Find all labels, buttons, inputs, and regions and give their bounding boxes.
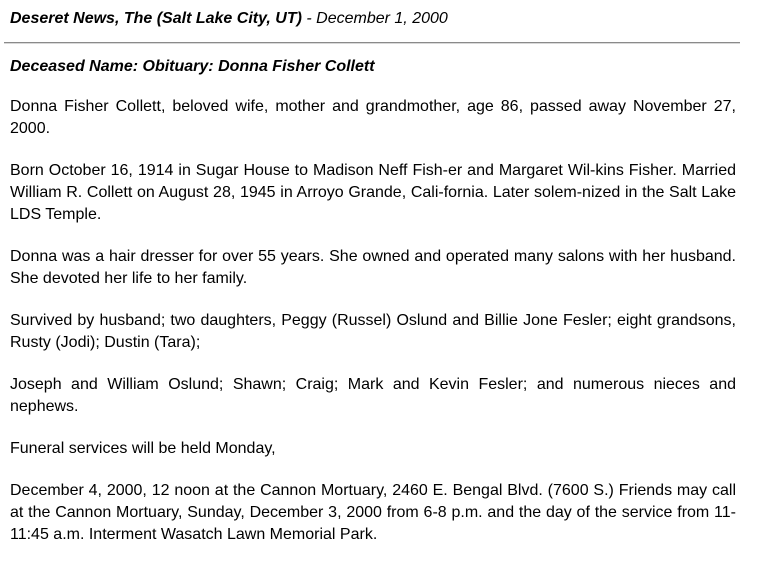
paragraph-funeral-details: December 4, 2000, 12 noon at the Cannon Mortuary, 2460 E. Bengal Blvd. (7600 S.) Friends may call at the Cannon Mortuary, Sunday, December 3, 2000 from 6-8 p.m. and the day of the service from 11-11:45 a.m. Interment Wasatch Lawn Memorial Park. (10, 482, 736, 543)
paragraph-funeral-intro: Funeral services will be held Monday, (10, 440, 276, 457)
paragraph-survivors: Survived by husband; two daughters, Peggy (Russel) Oslund and Billie Jone Fesler; eight grandsons, Rusty (Jodi); Dustin (Tara); (10, 312, 736, 351)
paragraph-passing: Donna Fisher Collett, beloved wife, mother and grandmother, age 86, passed away November 27, 2000. (10, 98, 736, 137)
deceased-name: Deceased Name: Obituary: Donna Fisher Collett (10, 58, 375, 75)
publication-date: December 1, 2000 (316, 10, 448, 27)
paragraph-birth-marriage: Born October 16, 1914 in Sugar House to Madison Neff Fish-er and Margaret Wil-kins Fisher. Married William R. Collett on August 28, 1945 in Arroyo Grande, Cali-fornia. Later solem-nized in the Salt Lake LDS Temple. (10, 162, 736, 223)
article-header (10, 10, 448, 28)
header-divider (4, 42, 740, 44)
newspaper-source: Deseret News, The (Salt Lake City, UT) (10, 10, 302, 27)
paragraph-career: Donna was a hair dresser for over 55 years. She owned and operated many salons with her husband. She devoted her life to her family. (10, 248, 736, 287)
header-separator: - (301, 10, 317, 27)
obituary-body (10, 96, 736, 566)
paragraph-grandchildren: Joseph and William Oslund; Shawn; Craig; Mark and Kevin Fesler; and numerous nieces and nephews. (10, 376, 736, 415)
